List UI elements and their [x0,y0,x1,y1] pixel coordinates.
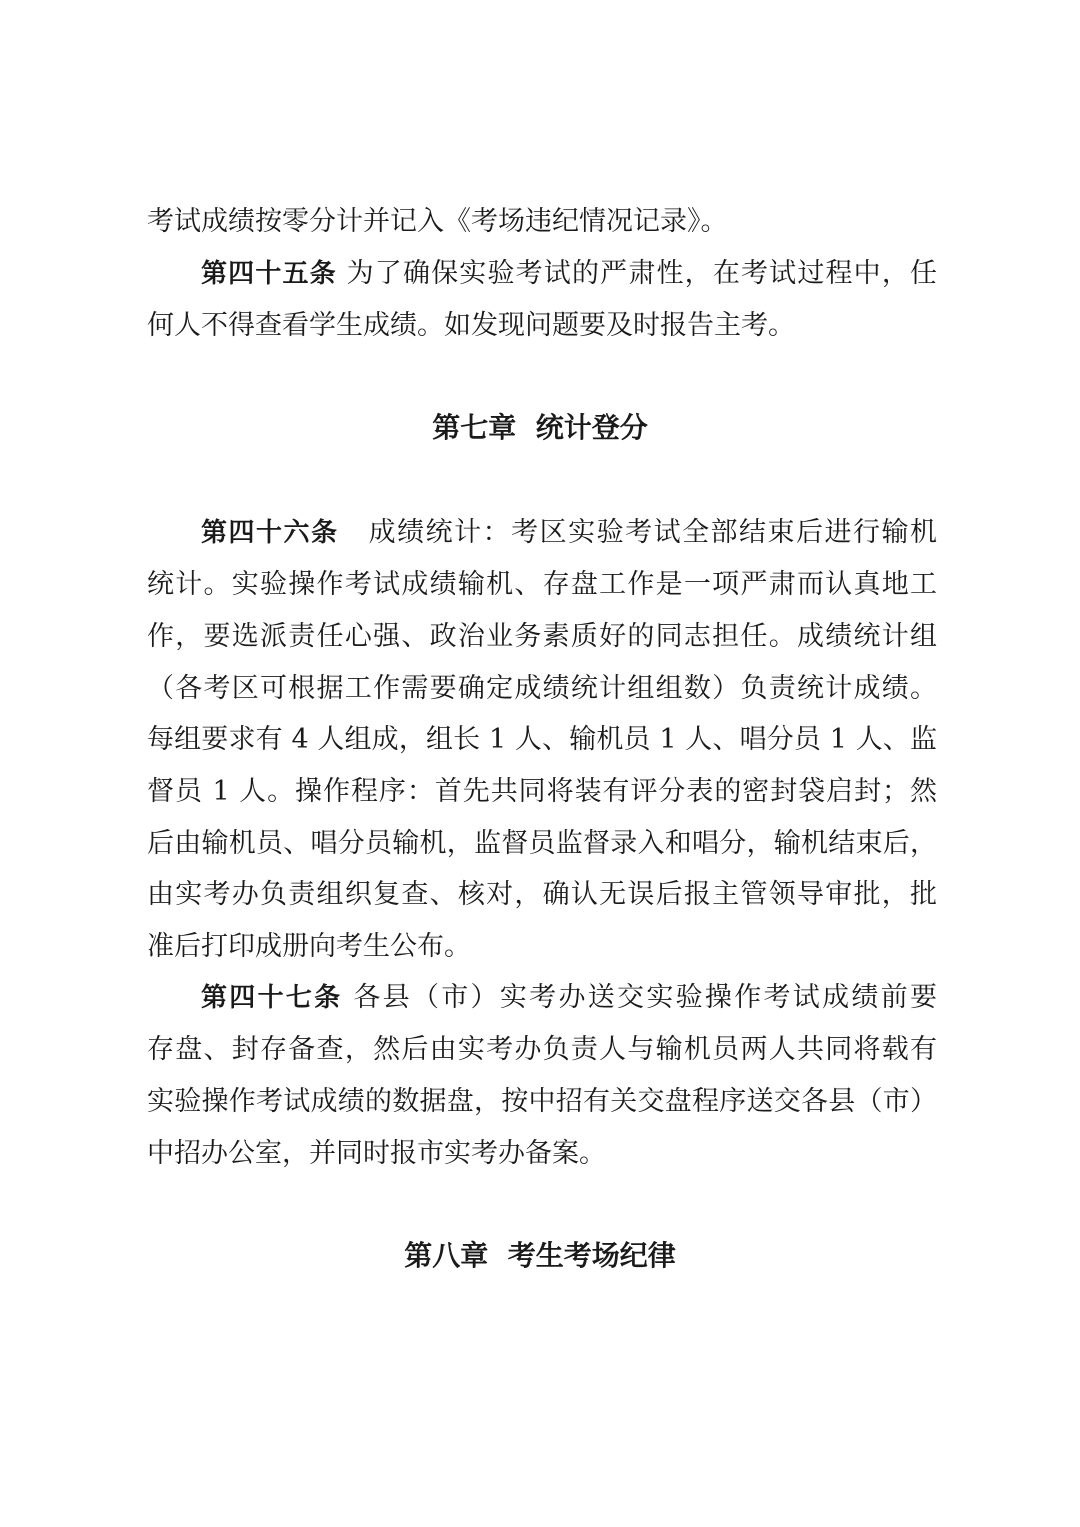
article-45-first-line [201,254,937,294]
article-45-label: 第四十五条 [201,259,337,289]
paragraph-line: 中招办公室，并同时报市实考办备案。 [147,1138,606,1169]
paragraph-line: 每组要求有 4 人组成，组长 1 人、输机员 1 人、唱分员 1 人、监 [147,724,937,755]
paragraph-line: 何人不得查看学生成绩。如发现问题要及时报告主考。 [147,310,795,341]
article-46-first-line [201,513,937,553]
article-46-text: 成绩统计：考区实验考试全部结束后进行输机 [368,517,937,548]
paragraph-line: 由实考办负责组织复查、核对，确认无误后报主管领导审批，批 [147,879,937,910]
paragraph-line: 后由输机员、唱分员输机，监督员监督录入和唱分，输机结束后， [147,828,937,859]
chapter-8-heading: 第八章 考生考场纪律 [404,1239,676,1272]
paragraph-line: 督员 1 人。操作程序：首先共同将装有评分表的密封袋启封；然 [147,776,937,807]
article-47-text: 各县（市）实考办送交实验操作考试成绩前要 [353,982,937,1013]
chapter-7-heading: 第七章 统计登分 [432,411,648,444]
paragraph-line: （各考区可根据工作需要确定成绩统计组组数）负责统计成绩。 [147,673,937,704]
article-45-text: 为了确保实验考试的严肃性，在考试过程中，任 [346,258,937,289]
paragraph-line: 考试成绩按零分计并记入《考场违纪情况记录》。 [147,206,728,237]
article-46-label: 第四十六条 [201,518,339,548]
paragraph-line: 存盘、封存备查，然后由实考办负责人与输机员两人共同将载有 [147,1034,937,1065]
article-47-label: 第四十七条 [201,983,343,1013]
paragraph-line: 实验操作考试成绩的数据盘，按中招有关交盘程序送交各县（市） [147,1086,937,1117]
paragraph-line: 作，要选派责任心强、政治业务素质好的同志担任。成绩统计组 [147,621,937,652]
paragraph-line: 统计。实验操作考试成绩输机、存盘工作是一项严肃而认真地工 [147,569,937,600]
paragraph-line: 准后打印成册向考生公布。 [147,931,471,962]
article-47-first-line [201,978,937,1018]
